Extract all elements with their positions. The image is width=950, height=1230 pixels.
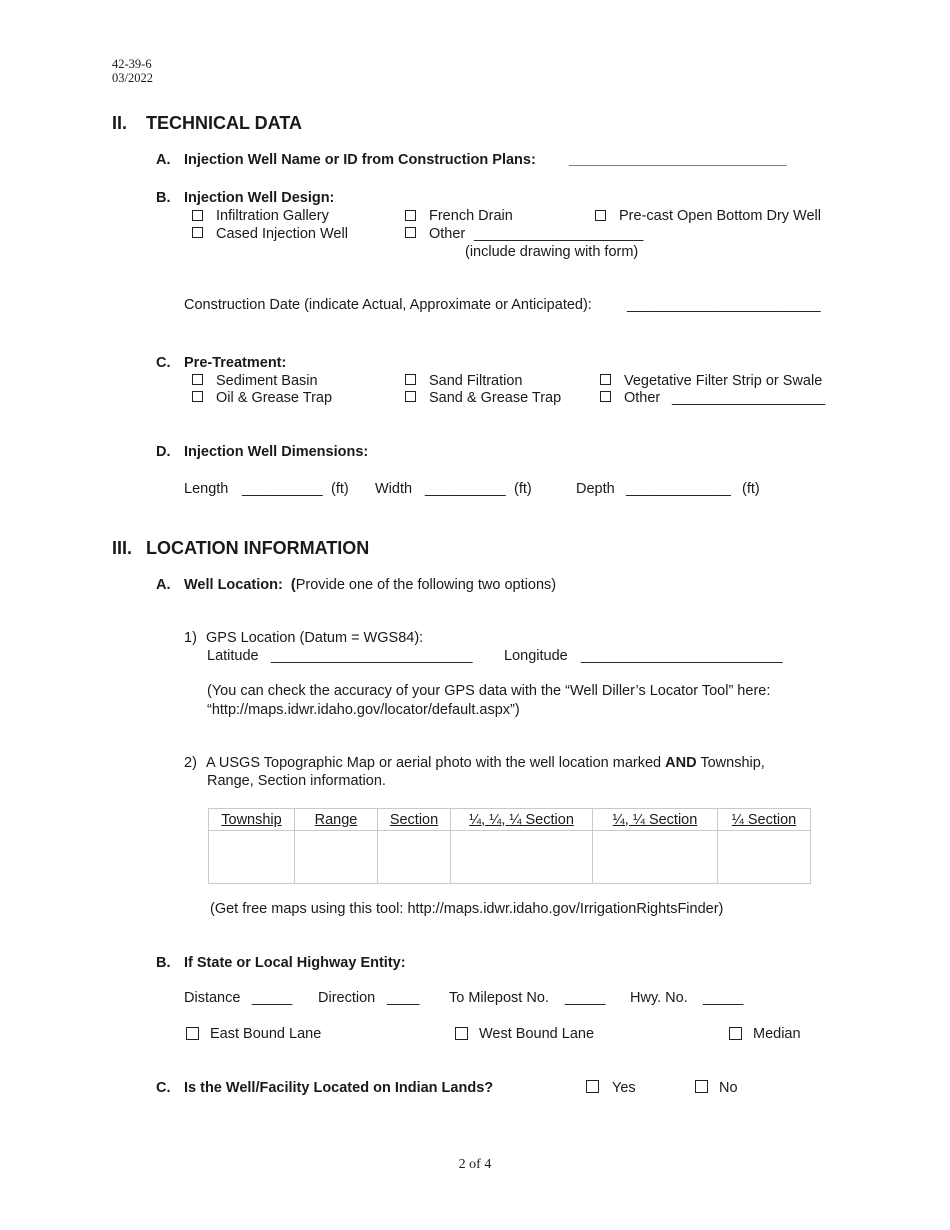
column-header: Township [209, 809, 295, 831]
item-letter: A. [156, 577, 171, 593]
q-section-cell[interactable] [718, 831, 811, 884]
longitude-label: Longitude [504, 648, 568, 664]
section-cell[interactable] [378, 831, 451, 884]
lane-label: East Bound Lane [210, 1026, 322, 1042]
qq-section-cell[interactable] [593, 831, 718, 884]
option-label: Sand Filtration [429, 373, 523, 389]
latitude-field[interactable]: _________________________ [271, 648, 473, 664]
precast-dry-well-checkbox[interactable] [595, 210, 606, 221]
design-other-field[interactable]: _____________________ [474, 226, 644, 242]
west-bound-checkbox[interactable] [455, 1027, 468, 1040]
well-design-label: Injection Well Design: [184, 190, 335, 206]
east-bound-checkbox[interactable] [186, 1027, 199, 1040]
column-header: Range [295, 809, 378, 831]
map-option-text: Township, [700, 755, 765, 771]
direction-field[interactable]: ____ [387, 990, 420, 1006]
option-label: Other [624, 390, 661, 406]
length-field[interactable]: __________ [242, 481, 323, 497]
milepost-label: To Milepost No. [449, 990, 549, 1006]
gps-note-line2: “http://maps.idwr.idaho.gov/locator/default.aspx”) [207, 702, 520, 718]
dimensions-label: Injection Well Dimensions: [184, 444, 369, 460]
option-label: Sand & Grease Trap [429, 390, 562, 406]
well-location-label: Well Location: [184, 577, 283, 593]
item-letter: C. [156, 355, 171, 371]
column-header: Section [378, 809, 451, 831]
option-label: Sediment Basin [216, 373, 318, 389]
column-header: ¼, ¼ Section [593, 809, 718, 831]
gps-note-line1: (You can check the accuracy of your GPS data with the “Well Diller’s Locator Tool” here: [207, 683, 771, 699]
plss-table [208, 808, 811, 884]
latitude-label: Latitude [207, 648, 259, 664]
length-label: Length [184, 481, 229, 497]
sand-filtration-checkbox[interactable] [405, 374, 416, 385]
map-option-text: A USGS Topographic Map or aerial photo with the well location marked [206, 755, 662, 771]
sediment-basin-checkbox[interactable] [192, 374, 203, 385]
lane-label: Median [753, 1026, 801, 1042]
gps-title: GPS Location (Datum = WGS84): [206, 630, 424, 646]
section-title: TECHNICAL DATA [146, 113, 302, 133]
direction-label: Direction [318, 990, 376, 1006]
map-option-and: AND [665, 755, 697, 771]
indian-lands-label: Is the Well/Facility Located on Indian Lands? [184, 1080, 494, 1096]
column-header: ¼ Section [718, 809, 811, 831]
construction-date-label: Construction Date (indicate Actual, Approximate or Anticipated): [184, 297, 592, 313]
width-unit: (ft) [514, 481, 532, 497]
well-name-label: Injection Well Name or ID from Construction Plans: [184, 152, 536, 168]
option-label: Pre-cast Open Bottom Dry Well [619, 208, 821, 224]
option-number: 1) [184, 630, 197, 646]
pretreatment-label: Pre-Treatment: [184, 355, 287, 371]
section-title: LOCATION INFORMATION [146, 538, 370, 558]
yes-label: Yes [612, 1080, 636, 1096]
item-letter: A. [156, 152, 171, 168]
length-unit: (ft) [331, 481, 349, 497]
item-letter: D. [156, 444, 171, 460]
maps-note: (Get free maps using this tool: http://maps.idwr.idaho.gov/IrrigationRightsFinder) [210, 901, 724, 917]
width-label: Width [375, 481, 413, 497]
french-drain-checkbox[interactable] [405, 210, 416, 221]
section-number: III. [112, 538, 133, 558]
width-field[interactable]: __________ [425, 481, 506, 497]
infiltration-gallery-checkbox[interactable] [192, 210, 203, 221]
range-cell[interactable] [295, 831, 378, 884]
distance-field[interactable]: _____ [252, 990, 293, 1006]
highway-number-field[interactable]: _____ [703, 990, 744, 1006]
construction-date-field[interactable]: ________________________ [627, 297, 821, 313]
no-label: No [719, 1080, 738, 1096]
form-number: 42-39-6 [112, 57, 152, 71]
option-label: French Drain [429, 208, 513, 224]
item-letter: B. [156, 955, 171, 971]
well-location-heading [184, 577, 556, 593]
option-label: Other [429, 226, 466, 242]
design-other-checkbox[interactable] [405, 227, 416, 238]
option-label: Cased Injection Well [216, 226, 348, 242]
milepost-field[interactable]: _____ [565, 990, 606, 1006]
vegetative-filter-checkbox[interactable] [600, 374, 611, 385]
lane-label: West Bound Lane [479, 1026, 595, 1042]
qqq-section-cell[interactable] [451, 831, 593, 884]
option-number: 2) [184, 755, 197, 771]
oil-grease-trap-checkbox[interactable] [192, 391, 203, 402]
highway-number-label: Hwy. No. [630, 990, 688, 1006]
depth-label: Depth [576, 481, 615, 497]
page-number: 2 of 4 [458, 1157, 492, 1172]
median-checkbox[interactable] [729, 1027, 742, 1040]
map-option-line1 [206, 755, 765, 771]
option-label: Infiltration Gallery [216, 208, 329, 224]
table-header-row [209, 809, 811, 831]
pretreatment-other-field[interactable]: ___________________ [672, 390, 826, 406]
map-option-line2: Range, Section information. [207, 773, 386, 789]
table-row [209, 831, 811, 884]
longitude-field[interactable]: _________________________ [581, 648, 783, 664]
item-letter: C. [156, 1080, 171, 1096]
revision-date: 03/2022 [112, 71, 153, 85]
paren: ( [290, 577, 296, 593]
sand-grease-trap-checkbox[interactable] [405, 391, 416, 402]
well-name-field[interactable]: ___________________________ [569, 152, 787, 168]
indian-lands-yes-checkbox[interactable] [586, 1080, 599, 1093]
well-location-instruction: Provide one of the following two options) [295, 577, 557, 593]
section-number: II. [112, 113, 128, 133]
township-cell[interactable] [209, 831, 295, 884]
highway-entity-label: If State or Local Highway Entity: [184, 955, 406, 971]
option-label: Oil & Grease Trap [216, 390, 333, 406]
depth-field[interactable]: _____________ [626, 481, 731, 497]
distance-label: Distance [184, 990, 241, 1006]
cased-injection-well-checkbox[interactable] [192, 227, 203, 238]
column-header: ¼, ¼, ¼ Section [451, 809, 593, 831]
depth-unit: (ft) [742, 481, 760, 497]
pretreatment-other-checkbox[interactable] [600, 391, 611, 402]
option-label: Vegetative Filter Strip or Swale [624, 373, 823, 389]
drawing-note: (include drawing with form) [465, 244, 639, 260]
item-letter: B. [156, 190, 171, 206]
indian-lands-no-checkbox[interactable] [695, 1080, 708, 1093]
